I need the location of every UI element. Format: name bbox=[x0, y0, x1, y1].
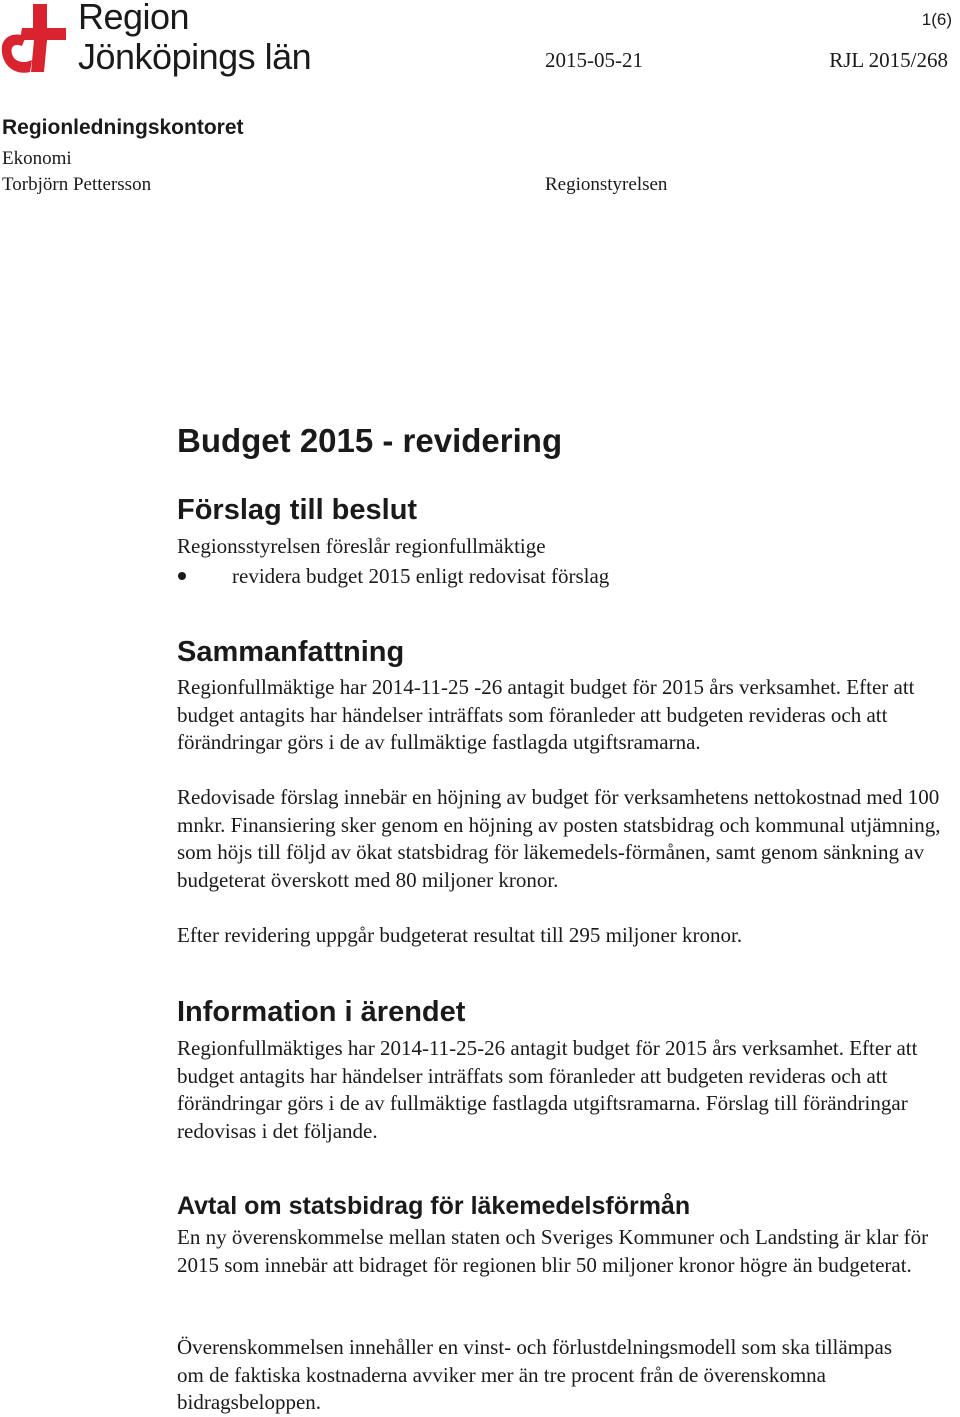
sender-department: Ekonomi bbox=[2, 148, 72, 169]
region-logo-icon bbox=[0, 2, 75, 74]
recipient: Regionstyrelsen bbox=[545, 174, 668, 195]
agreement-paragraph-1: En ny överenskommelse mellan staten och Sveriges Kommuner och Landsting är klar för 2015 som innebär att bidraget för regionen blir 50 miljoner kronor högre än budgeterat. bbox=[177, 1225, 929, 1277]
information-paragraph: Regionfullmäktiges har 2014-11-25-26 antagit budget för 2015 års verksamhet. Efter att budget antagits har händelser inträffats som föranleder att budgeten revideras och att förändringar görs i de av fullmäktige fastlagda utgiftsramarna. Förslag till förändringar redovisas i det följande. bbox=[177, 1036, 918, 1144]
proposal-bullet bbox=[177, 563, 609, 591]
document-date: 2015-05-21 bbox=[545, 48, 643, 72]
page-number: 1(6) bbox=[921, 10, 952, 29]
summary-paragraph-1: Regionfullmäktige har 2014-11-25 -26 antagit budget för 2015 års verksamhet. Efter att budget antagits har händelser inträffats som föranleder att budgeten revideras och att förändringar görs i de av fullmäktige fastlagda utgiftsramarna. bbox=[177, 675, 915, 755]
bullet-icon bbox=[178, 572, 186, 580]
agreement-heading: Avtal om statsbidrag för läkemedelsförmån bbox=[177, 1192, 691, 1220]
summary-heading: Sammanfattning bbox=[177, 636, 405, 668]
information-heading: Information i ärendet bbox=[177, 996, 466, 1028]
summary-paragraph-3: Efter revidering uppgår budgeterat resultat till 295 miljoner kronor. bbox=[177, 923, 743, 947]
sender-organization: Regionledningskontoret bbox=[2, 116, 244, 139]
proposal-intro: Regionsstyrelsen föreslår regionfullmäktige bbox=[177, 534, 546, 558]
reference-number: RJL 2015/268 bbox=[829, 48, 948, 72]
proposal-bullet-text: revidera budget 2015 enligt redovisat förslag bbox=[232, 564, 610, 588]
sender-person: Torbjörn Pettersson bbox=[2, 174, 152, 195]
summary-paragraph-2: Redovisade förslag innebär en höjning av budget för verksamhetens nettokostnad med 100 mnkr. Finansiering sker genom en höjning av posten statsbidrag och kommunal utjämning, som höjs till följd av ökat statsbidrag för läkemedels-förmånen, samt genom sänkning av budgeterat överskott med 80 miljoner kronor. bbox=[177, 785, 941, 893]
proposal-heading: Förslag till beslut bbox=[177, 494, 418, 526]
agreement-paragraph-2: Överenskommelsen innehåller en vinst- och förlustdelningsmodell som ska tillämpas om de faktiska kostnaderna avviker mer än tre procent från de överenskomna bidragsbeloppen. bbox=[177, 1335, 893, 1415]
logo-text-line1: Region bbox=[78, 0, 190, 37]
logo-text-line2: Jönköpings län bbox=[78, 36, 312, 77]
document-title: Budget 2015 - revidering bbox=[177, 422, 563, 459]
